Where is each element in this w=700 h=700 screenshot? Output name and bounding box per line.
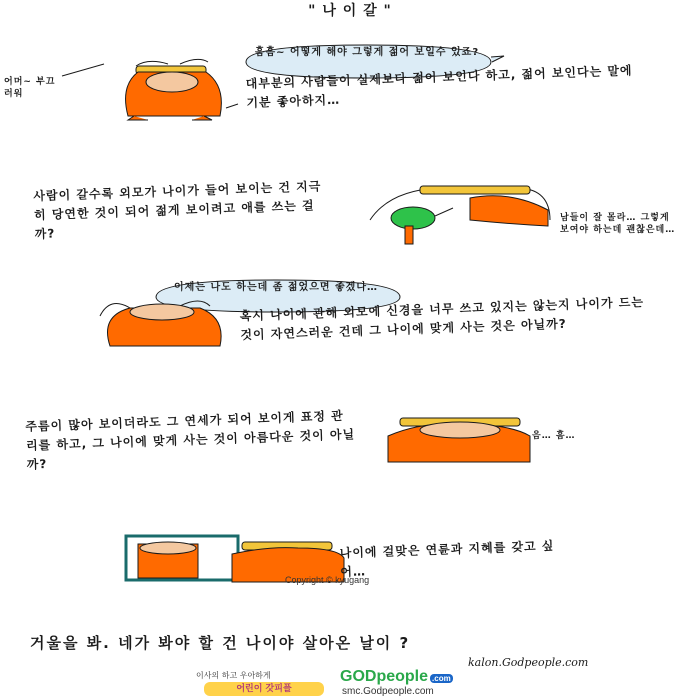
narration: 사람이 갈수록 외모가 나이가 들어 보이는 건 지극히 당연한 것이 되어 젊게 보이려고 애를 쓰는 걸까?: [33, 179, 322, 242]
logo-label: 이사의 하고 우아하게: [196, 671, 271, 680]
logo-url: smc.Godpeople.com: [342, 686, 434, 697]
narration: 대부분의 사람들이 실제보다 젊어 보인다 하고, 젊어 보인다는 말에 기분 좋아하지…: [245, 63, 633, 110]
comic-title: " 나 이 갈 ": [308, 3, 392, 19]
narration: 나이에 걸맞은 연륜과 지혜를 갖고 싶어…: [339, 538, 555, 580]
character-illustration: [380, 414, 540, 466]
character-illustration: [90, 296, 240, 356]
bubble-text: 흠흠~ 어떻게 해야 그렇게 젊어 보일수 있죠?: [254, 47, 480, 58]
copyright-label: Copyright © kyugang: [285, 575, 370, 585]
mirror-frame: [124, 534, 244, 584]
signature: kalon.Godpeople.com: [468, 656, 589, 669]
side-note: 남들이 잘 몰라… 그렇게 보여야 하는데 괜찮은데…: [560, 213, 676, 235]
mirror-icon: [375, 206, 445, 246]
pointer-line: [60, 60, 110, 80]
logo-godpeople[interactable]: GODpeople .com: [340, 668, 451, 685]
narration: 혹시 나이에 관해 외모에 신경을 너무 쓰고 있지는 않는지 나이가 드는 것이 자연스러운 건데 그 나이에 맞게 사는 것은 아닐까?: [239, 295, 645, 343]
narration: 주름이 많아 보이더라도 그 연세가 되어 보이게 표정 관리를 하고, 그 나이에 맞게 사는 것이 아름다운 것이 아닐까?: [25, 408, 356, 472]
logo-kids-godpeople[interactable]: 어린이 갓피플: [204, 682, 324, 696]
bubble-text: 이제는 나도 하는데 좀 젊었으면 좋겠다…: [174, 282, 378, 293]
character-illustration: [108, 56, 248, 126]
bottom-caption: 거울을 봐. 네가 봐야 할 건 나이야 살아온 날이 ?: [30, 634, 411, 652]
side-note: 어머~ 부끄러워: [4, 77, 56, 99]
side-note: 음… 흠…: [532, 431, 576, 441]
